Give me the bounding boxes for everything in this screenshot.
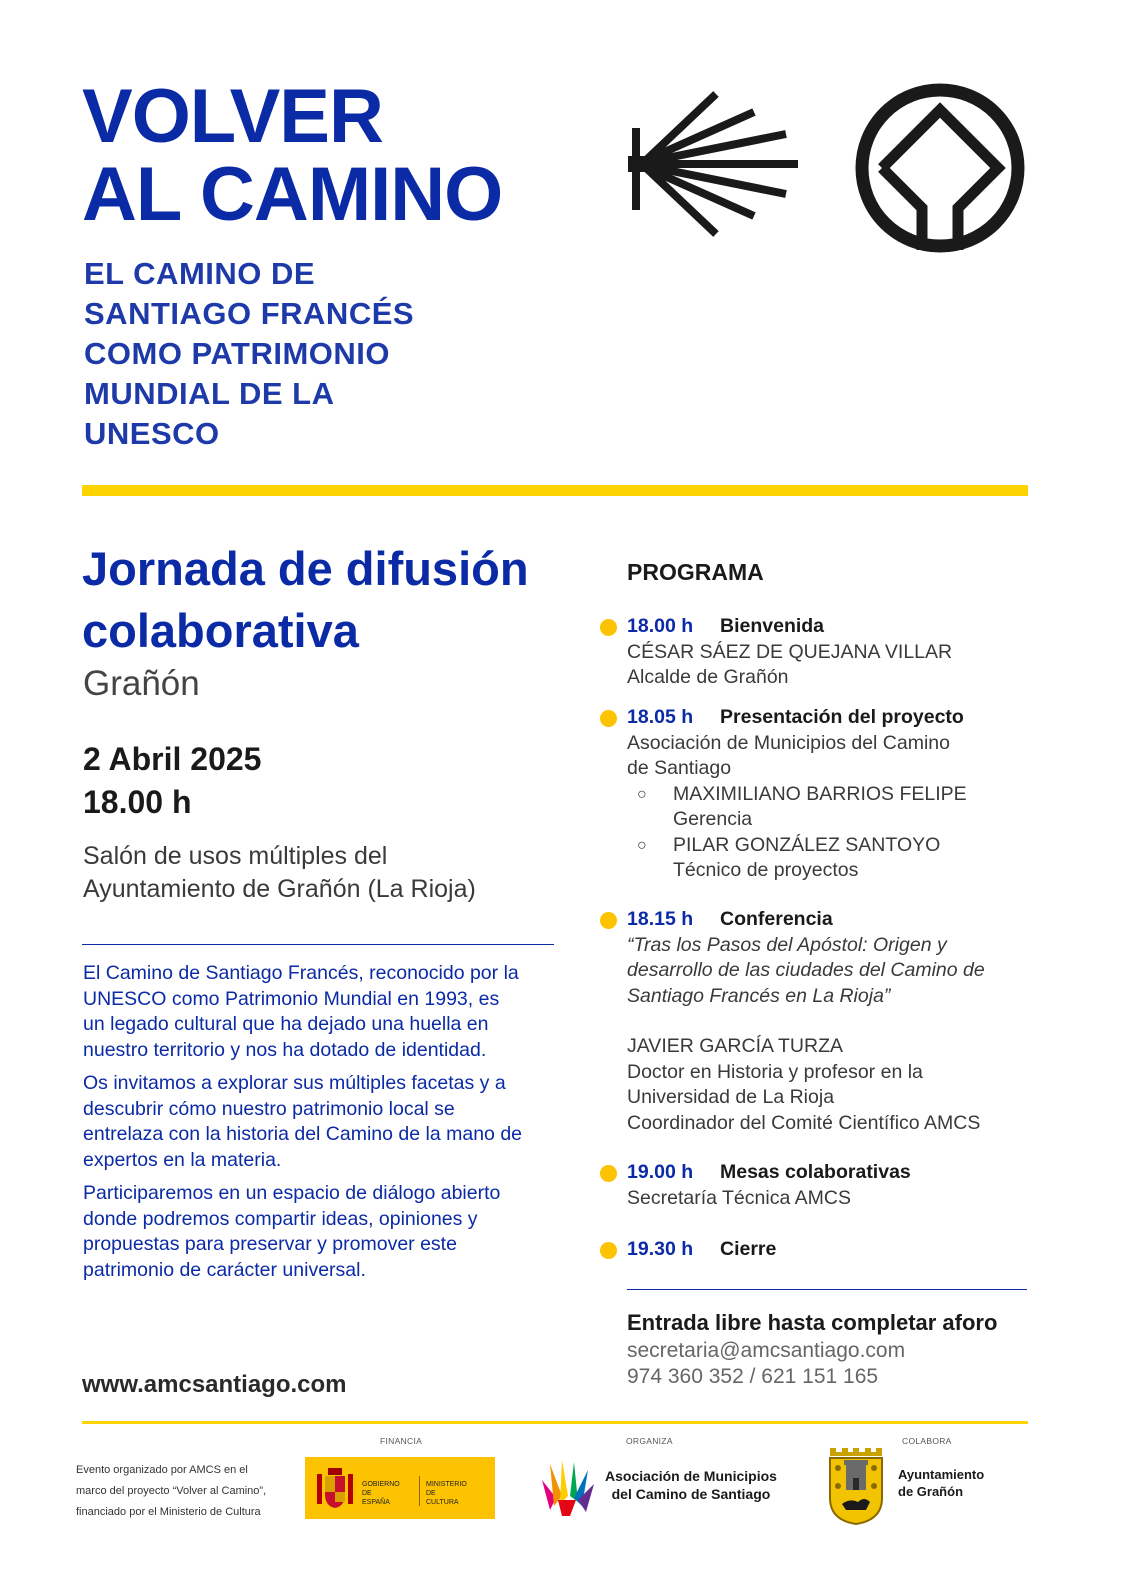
speaker-list [627, 782, 1047, 884]
amcs-logo-icon [536, 1458, 598, 1520]
event-time: 18.00 h [83, 784, 192, 820]
speaker-role: Técnico de proyectos [673, 859, 859, 881]
subtitle-line: EL CAMINO DE [84, 256, 316, 291]
programa-line: Secretaría Técnica AMCS [627, 1186, 851, 1209]
programa-line: Doctor en Historia y profesor en la [627, 1060, 923, 1083]
main-title-line: AL CAMINO [82, 152, 503, 237]
contact-phone: 974 360 352 / 621 151 165 [627, 1365, 879, 1388]
organiza-label: ORGANIZA [626, 1436, 673, 1446]
bullet-dot [600, 710, 617, 727]
speaker-name: MAXIMILIANO BARRIOS FELIPE [673, 782, 967, 805]
gobierno-line: DE [362, 1490, 372, 1497]
subtitle-line: UNESCO [84, 416, 220, 451]
unesco-world-heritage-icon [852, 80, 1030, 256]
circle-bullet-icon: ○ [637, 836, 647, 854]
main-title-line: VOLVER [82, 74, 383, 159]
speaker-name: PILAR GONZÁLEZ SANTOYO [673, 833, 941, 856]
programa-time: 19.00 h [627, 1161, 694, 1183]
scallop-shell-icon [622, 86, 804, 258]
event-venue [83, 840, 476, 906]
programa-title: Bienvenida [720, 615, 825, 637]
event-datetime [83, 738, 261, 824]
conference-title-line: “Tras los Pasos del Apóstol: Origen y [627, 933, 947, 956]
website-link[interactable]: www.amcsantiago.com [82, 1371, 347, 1398]
entrada-note: Entrada libre hasta completar aforo [627, 1310, 998, 1335]
financia-label: FINANCIA [380, 1436, 423, 1446]
footer-note-line: marco del proyecto “Volver al Camino”, [76, 1485, 267, 1497]
programa-title: Conferencia [720, 908, 833, 930]
programa-item [627, 614, 1047, 691]
programa-line: Asociación de Municipios del Camino [627, 731, 950, 754]
amcs-line: Asociación de Municipios [605, 1468, 777, 1484]
programa-item [627, 1160, 1047, 1211]
description-paragraph: El Camino de Santiago Francés, reconocido por la UNESCO como Patrimonio Mundial en 1993, es un legado cultural que ha dejado una huella en nuestro territorio y nos ha dotado de identidad. [83, 962, 519, 1061]
footer-divider [82, 1421, 1028, 1424]
bullet-dot [600, 1165, 617, 1182]
programa-time: 18.15 h [627, 908, 694, 930]
circle-bullet-icon: ○ [637, 785, 647, 803]
footer-note-line: Evento organizado por AMCS en el [76, 1464, 248, 1476]
ministerio-text [426, 1480, 467, 1507]
programa-line: Alcalde de Grañón [627, 666, 789, 688]
bullet-dot [600, 1242, 617, 1259]
contact-email-link[interactable]: secretaria@amcsantiago.com [627, 1339, 906, 1362]
subtitle-line: COMO PATRIMONIO [84, 336, 390, 371]
programa-item [627, 907, 1047, 1136]
granon-name [898, 1466, 984, 1500]
programa-title: Presentación del proyecto [720, 706, 964, 728]
gobierno-text [362, 1480, 400, 1507]
right-divider [627, 1289, 1027, 1290]
logo-divider [419, 1476, 420, 1506]
spain-coat-of-arms-icon [314, 1466, 356, 1510]
speaker-item [627, 833, 1047, 884]
programa-line: Coordinador del Comité Científico AMCS [627, 1111, 981, 1134]
description [83, 961, 523, 1291]
programa-item [627, 705, 1047, 884]
amcs-name [605, 1467, 777, 1503]
ministerio-line: MINISTERIO [426, 1481, 467, 1488]
left-divider [82, 944, 554, 945]
event-title: Jornada de difusión colaborativa [82, 542, 529, 657]
granon-line: de Grañón [898, 1484, 964, 1499]
programa-time: 19.30 h [627, 1238, 694, 1260]
programa-time: 18.00 h [627, 615, 694, 637]
bullet-dot [600, 912, 617, 929]
subtitle-line: SANTIAGO FRANCÉS [84, 296, 415, 331]
ministerio-line: CULTURA [426, 1499, 459, 1506]
event-date: 2 Abril 2025 [83, 741, 262, 777]
amcs-line: del Camino de Santiago [611, 1486, 771, 1502]
footer-note-line: financiado por el Ministerio de Cultura [76, 1506, 261, 1518]
programa-line: de Santiago [627, 757, 732, 779]
gobierno-line: GOBIERNO [362, 1481, 400, 1488]
granon-line: Ayuntamiento [898, 1467, 985, 1482]
colabora-label: COLABORA [902, 1436, 952, 1446]
gobierno-line: ESPAÑA [362, 1499, 390, 1506]
subtitle-line: MUNDIAL DE LA [84, 376, 335, 411]
venue-line: Ayuntamiento de Grañón (La Rioja) [83, 875, 476, 903]
programa-line: JAVIER GARCÍA TURZA [627, 1035, 843, 1057]
programa-time: 18.05 h [627, 706, 694, 728]
bullet-dot [600, 619, 617, 636]
description-paragraph: Participaremos en un espacio de diálogo abierto donde podremos compartir ideas, opiniones y propuestas para preservar y promover este patrimonio de carácter universal. [83, 1182, 501, 1281]
programa-line: CÉSAR SÁEZ DE QUEJANA VILLAR [627, 640, 953, 663]
ministerio-line: DE [426, 1490, 436, 1497]
yellow-divider [82, 485, 1028, 496]
programa-heading: PROGRAMA [627, 559, 764, 585]
footer-note [76, 1460, 286, 1523]
programa-title: Mesas colaborativas [720, 1161, 911, 1183]
programa-title: Cierre [720, 1238, 777, 1260]
event-town: Grañón [83, 664, 200, 703]
conference-title-line: Santiago Francés en La Rioja” [627, 984, 891, 1007]
speaker-item [627, 782, 1047, 833]
granon-coat-of-arms-icon [824, 1442, 888, 1526]
main-title [82, 74, 503, 237]
programa-item [627, 1237, 1047, 1263]
conference-title-line: desarrollo de las ciudades del Camino de [627, 959, 985, 981]
description-paragraph: Os invitamos a explorar sus múltiples facetas y a descubrir cómo nuestro patrimonio local se entrelaza con la historia del Camino de la mano de expertos en la materia. [83, 1072, 523, 1171]
subtitle [84, 254, 414, 454]
speaker-role: Gerencia [673, 808, 753, 830]
venue-line: Salón de usos múltiples del [83, 842, 388, 870]
programa-line: Universidad de La Rioja [627, 1086, 835, 1108]
